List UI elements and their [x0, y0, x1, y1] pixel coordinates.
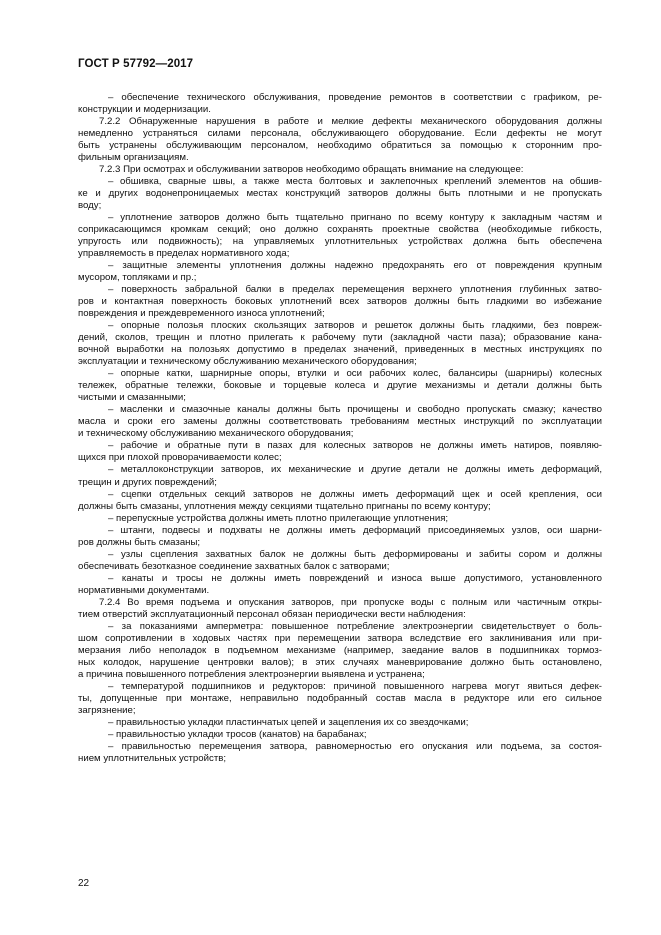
- text-line: конструкции и модернизации.: [78, 104, 211, 116]
- text-line: – металлоконструкции затворов, их механические и другие детали не должны иметь деформаций,: [108, 464, 602, 476]
- text-line: вочной выработки на полозьях допустимо в пределах значений, приведенных в местных инструкциях по: [78, 344, 602, 356]
- text-line: щихся при плохой проворачиваемости колес;: [78, 452, 282, 464]
- text-line: ных колодок, нарушение центровки валов); в этих случаях маневрирование должно быть остановлено,: [78, 656, 602, 668]
- text-line: соприкасающимся кромкам секций; оно должно сохранять проектные свойства (необходимые гибкость,: [78, 224, 602, 236]
- text-line: фильным организациям.: [78, 152, 189, 164]
- text-line: 7.2.3 При осмотрах и обслуживании затворов необходимо обращать внимание на следующее:: [99, 164, 524, 176]
- text-line: быть устранены обслуживающим персоналом, необходимо обратиться за помощью к сторонним про-: [78, 140, 602, 152]
- text-line: – защитные элементы уплотнения должны надежно предохранять его от повреждения крупным: [108, 260, 602, 272]
- text-line: и техническому обслуживанию механического оборудования;: [78, 428, 354, 440]
- text-line: управляемость в пределах нормативного хода;: [78, 248, 290, 260]
- text-line: мерзания либо неполадок в подъемном механизме (например, заедание валов в подшипниках тормоз-: [78, 644, 602, 656]
- text-line: – масленки и смазочные каналы должны быть прочищены и свободно пропускать смазку; качество: [108, 404, 602, 416]
- text-line: – обеспечение технического обслуживания, проведение ремонтов в соответствии с графиком, ре-: [108, 92, 602, 103]
- text-line: – правильностью укладки тросов (канатов) на барабанах;: [108, 728, 367, 740]
- text-line: – обшивка, сварные швы, а также места болтовых и заклепочных креплений элементов на обшив-: [108, 176, 602, 188]
- text-line: загрязнение;: [78, 704, 136, 716]
- document-header: ГОСТ Р 57792—2017: [78, 58, 194, 70]
- text-line: чистыми и смазанными;: [78, 392, 186, 404]
- text-line: – штанги, подвесы и подхваты не должны иметь деформаций присоединяемых узлов, оси шарни-: [108, 524, 602, 536]
- text-line: эксплуатации и техническому обслуживанию механического оборудования;: [78, 356, 417, 368]
- text-line: шом сопротивлении в ходовых частях при перемещении затвора вследствие его заклинивания или при-: [78, 632, 602, 644]
- page-number: 22: [78, 878, 90, 889]
- text-line: мусором, топляками и пр.;: [78, 272, 197, 284]
- text-line: 7.2.2 Обнаруженные нарушения в работе и мелкие дефекты механического оборудования должны: [99, 116, 602, 128]
- text-line: ров должны быть смазаны;: [78, 536, 201, 548]
- text-line: нормативными документами.: [78, 584, 210, 596]
- text-line: повреждения и преждевременного износа уплотнений;: [78, 308, 325, 320]
- text-line: нием уплотнительных устройств;: [78, 752, 227, 764]
- text-line: а причина повышенного потребления электроэнергии выявлена и устранена;: [78, 668, 425, 680]
- text-line: – поверхность забральной балки в пределах перемещения верхнего уплотнения глубинных затво-: [108, 284, 602, 296]
- text-line: упругость или подвижность); на управляемых уплотнительных устройствах должна быть обеспечена: [78, 236, 602, 248]
- text-line: тележек, обратные тележки, боковые и торцевые колеса и другие механизмы и детали должны быть: [78, 380, 602, 392]
- text-line: дений, сколов, трещин и плотно прилегать к рабочему пути (закладной части паза); образование кана-: [78, 332, 602, 344]
- text-line: – опорные катки, шарнирные опоры, втулки и оси рабочих колес, балансиры (шарниры) колесных: [108, 368, 602, 380]
- text-line: обеспечивать безотказное соединение захватных балок с затворами;: [78, 560, 390, 572]
- text-line: – температурой подшипников и редукторов: причиной повышенного нагрева могут явиться дефек-: [108, 680, 602, 692]
- text-line: воду;: [78, 200, 102, 212]
- text-line: трещин и других повреждений;: [78, 476, 217, 488]
- text-line: ты, допущенные при монтаже, неправильно подобранный состав масла в редукторе или его сильное: [78, 692, 602, 704]
- text-line: масла и сроки его замены должны соответствовать требованиям местных инструкций по эксплуатации: [78, 416, 602, 428]
- text-line: – опорные полозья плоских скользящих затворов и решеток должны быть гладкими, без повреж-: [108, 320, 602, 332]
- text-line: – перепускные устройства должны иметь плотно прилегающие уплотнения;: [108, 512, 449, 524]
- text-line: – правильностью укладки пластинчатых цепей и зацепления их со звездочками;: [108, 716, 469, 728]
- text-line: – уплотнение затворов должно быть тщательно пригнано по всему контуру к закладным частям и: [108, 212, 602, 224]
- text-line: – рабочие и обратные пути в пазах для колесных затворов не должны иметь натиров, появляю-: [108, 440, 602, 452]
- text-line: – правильностью перемещения затвора, равномерностью его опускания или подъема, за состоя-: [108, 740, 602, 752]
- document-body: [78, 92, 602, 765]
- text-line: – за показаниями амперметра: повышенное потребление электроэнергии свидетельствует о боль-: [108, 620, 602, 632]
- text-line: ров и контактная поверхность боковых уплотнений всех затворов должны быть гладкими во избежание: [78, 296, 602, 308]
- text-line: ке и других водонепроницаемых местах конструкций затворов должны быть плотными и не пропускать: [78, 188, 602, 200]
- text-line: – узлы сцепления захватных балок не должны быть деформированы и забиты сором и должны: [108, 548, 602, 560]
- text-line: должны быть смазаны, уплотнения между секциями тщательно пригнаны по всему контуру;: [78, 500, 491, 512]
- text-line: тием отверстий эксплуатационный персонал обязан периодически вести наблюдения:: [78, 608, 466, 620]
- text-line: 7.2.4 Во время подъема и опускания затворов, при пропуске воды с полным или частичным откры-: [99, 596, 602, 608]
- text-line: – сцепки отдельных секций затворов не должны иметь деформаций щек и осей крепления, оси: [108, 488, 602, 500]
- text-line: – канаты и тросы не должны иметь повреждений и износа выше допустимого, установленного: [108, 572, 602, 584]
- text-line: немедленно устраняться силами персонала, обслуживающего оборудование. Если дефекты не могут: [78, 128, 602, 140]
